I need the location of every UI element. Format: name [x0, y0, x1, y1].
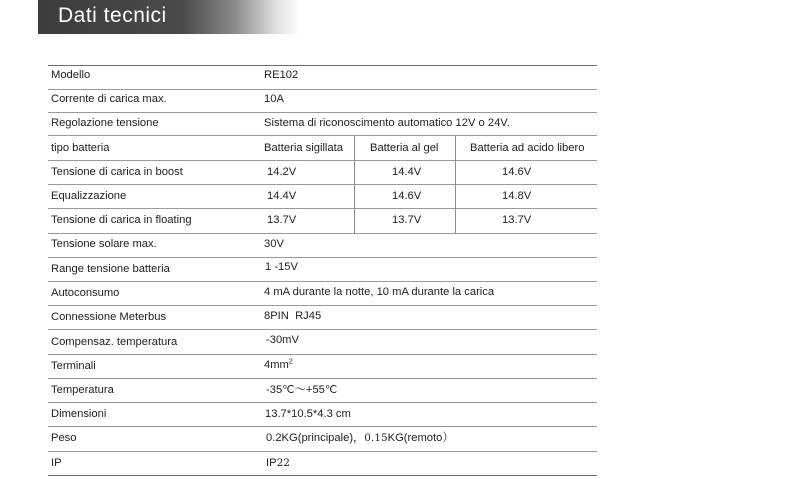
terminal-size: 4mm — [264, 359, 289, 371]
row-value: Sistema di riconoscimento automatico 12V o 24V. — [264, 117, 510, 129]
row-label: Terminali — [51, 360, 96, 372]
row-divider — [48, 112, 597, 113]
row-divider — [48, 402, 597, 403]
column-divider — [354, 136, 355, 233]
row-divider — [48, 208, 597, 209]
cell-value: 14.6V — [502, 166, 532, 178]
row-label: Corrente di carica max. — [51, 93, 167, 105]
row-label: Autoconsumo — [51, 287, 120, 299]
terminal-size-exponent: 2 — [288, 358, 293, 366]
battery-type-flooded: Batteria ad acido libero — [470, 142, 585, 154]
row-divider — [48, 354, 597, 355]
row-label: Modello — [51, 69, 91, 81]
cell-value: 13.7V — [267, 214, 297, 226]
row-label: Dimensioni — [51, 408, 107, 420]
cell-value: 13.7V — [392, 214, 422, 226]
ip-prefix: IP — [266, 457, 277, 469]
row-divider — [48, 426, 597, 427]
row-divider — [48, 89, 597, 90]
row-label: Equalizzazione — [51, 190, 127, 202]
row-value: 4 mA durante la notte, 10 mA durante la carica — [264, 286, 495, 298]
cell-value: 14.4V — [392, 166, 422, 178]
row-label: tipo batteria — [51, 142, 110, 154]
cell-value: 14.6V — [392, 190, 422, 202]
row-divider — [48, 257, 597, 258]
row-value — [266, 457, 290, 470]
row-label: Regolazione tensione — [51, 117, 159, 129]
row-divider — [48, 281, 597, 282]
battery-type-sealed: Batteria sigillata — [264, 142, 343, 154]
row-divider — [48, 305, 597, 306]
row-value: 30V — [264, 238, 284, 250]
row-value — [264, 359, 293, 372]
row-divider — [48, 184, 597, 185]
cell-value: 14.8V — [502, 190, 532, 202]
row-label: Range tensione batteria — [51, 263, 170, 275]
row-value: RE102 — [264, 69, 299, 81]
row-divider — [48, 451, 597, 452]
row-divider — [48, 160, 597, 161]
ip-rating-number: 22 — [276, 457, 290, 469]
battery-type-gel: Batteria al gel — [370, 142, 439, 154]
page-title: Dati tecnici — [58, 4, 167, 27]
column-divider — [455, 136, 456, 233]
row-label: Connessione Meterbus — [51, 311, 167, 323]
row-value: 8PIN RJ45 — [264, 310, 322, 322]
row-divider — [48, 233, 597, 234]
weight-remote-number: 0.15 — [364, 432, 388, 444]
row-label: Tensione di carica in boost — [51, 166, 183, 178]
row-value: 13.7*10.5*4.3 cm — [265, 408, 351, 420]
row-label: Tensione di carica in floating — [51, 214, 192, 226]
row-value: -30mV — [266, 334, 299, 346]
row-divider — [48, 378, 597, 379]
weight-remote-unit: KG(remoto） — [387, 432, 454, 444]
table-top-rule — [48, 65, 597, 66]
row-divider — [48, 135, 597, 136]
cell-value: 14.2V — [267, 166, 297, 178]
row-label: Compensaz. temperatura — [51, 336, 178, 348]
row-value: 10A — [264, 93, 284, 105]
row-label: Temperatura — [51, 384, 114, 396]
cell-value: 14.4V — [267, 190, 297, 202]
row-divider — [48, 329, 597, 330]
row-value — [266, 432, 454, 445]
row-label: Tensione solare max. — [51, 238, 157, 250]
cell-value: 13.7V — [502, 214, 532, 226]
row-value: 1 -15V — [265, 261, 298, 273]
row-label: Peso — [51, 432, 77, 444]
row-label: IP — [51, 457, 62, 469]
weight-main: 0.2KG(principale)， — [266, 432, 365, 444]
row-value: -35℃～+55℃ — [266, 384, 338, 396]
table-bottom-rule — [48, 475, 597, 476]
